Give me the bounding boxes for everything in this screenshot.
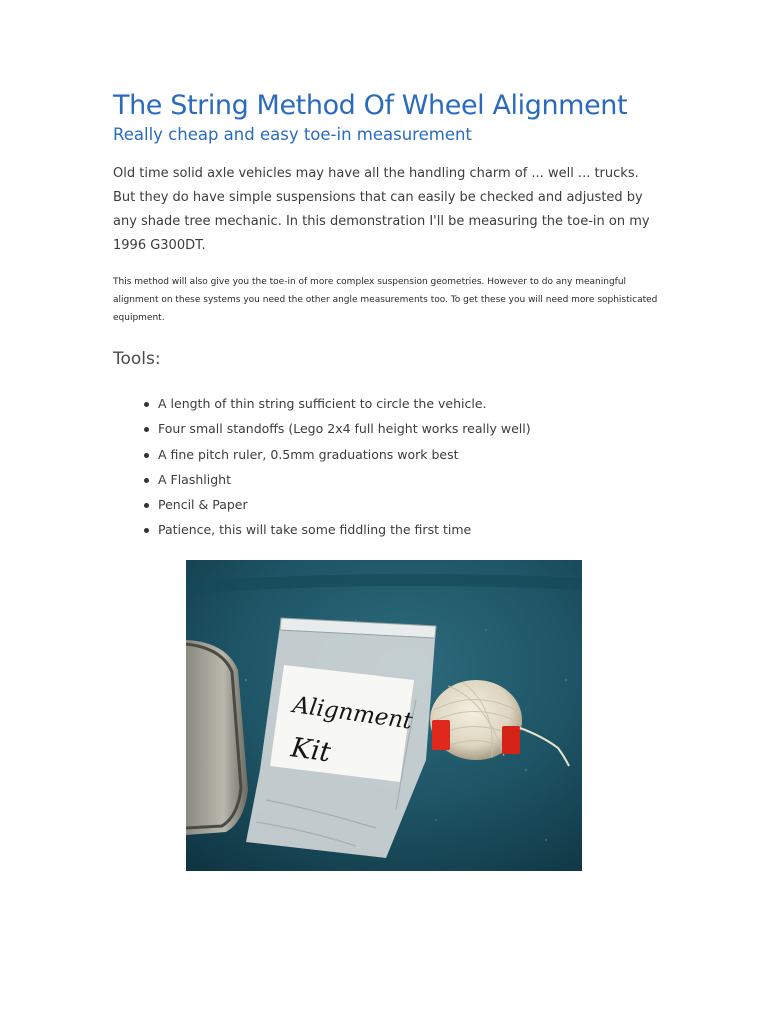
list-item	[113, 442, 673, 467]
list-item	[113, 517, 673, 542]
list-item	[113, 416, 673, 441]
list-item-text: A length of thin string sufficient to circle the vehicle.	[158, 396, 487, 411]
bullet-icon	[144, 402, 149, 407]
red-lego-standoff-left	[432, 720, 450, 750]
bullet-icon	[144, 503, 149, 508]
bullet-icon	[144, 453, 149, 458]
list-item-text: A fine pitch ruler, 0.5mm graduations work best	[158, 446, 459, 462]
document-page	[113, 88, 673, 543]
list-item-text: Pencil & Paper	[158, 497, 248, 513]
list-item-text: Four small standoffs (Lego 2x4 full height works really well)	[158, 421, 531, 437]
list-item-text: A Flashlight	[158, 471, 231, 487]
list-item	[113, 467, 673, 492]
bag-label-line1: Alignment	[291, 692, 414, 735]
page-title: The String Method Of Wheel Alignment	[113, 90, 628, 121]
list-item	[113, 492, 673, 517]
list-item	[113, 391, 673, 416]
note-paragraph: This method will also give you the toe-in of more complex suspension geometries. However to do any meaningful alignment on these systems you need the other angle measurements too. To get these you will need more sophisticated equipment.	[113, 277, 658, 323]
bullet-icon	[144, 478, 149, 483]
list-item-text: Patience, this will take some fiddling the first time	[158, 522, 472, 538]
bullet-icon	[144, 427, 149, 432]
alignment-kit-photo	[186, 560, 582, 871]
red-lego-standoff-right	[502, 726, 520, 754]
bag-label-line2: Kit	[289, 732, 333, 769]
tools-list	[113, 391, 673, 543]
tools-heading: Tools:	[113, 349, 161, 369]
page-subtitle: Really cheap and easy toe-in measurement	[113, 125, 472, 144]
bullet-icon	[144, 528, 149, 533]
intro-paragraph: Old time solid axle vehicles may have all the handling charm of ... well ... trucks. But they do have simple suspensions that can easily be checked and adjusted by any shade tree mechanic. In this demonstration I'll be measuring the toe-in on my 1996 G300DT.	[113, 166, 650, 253]
